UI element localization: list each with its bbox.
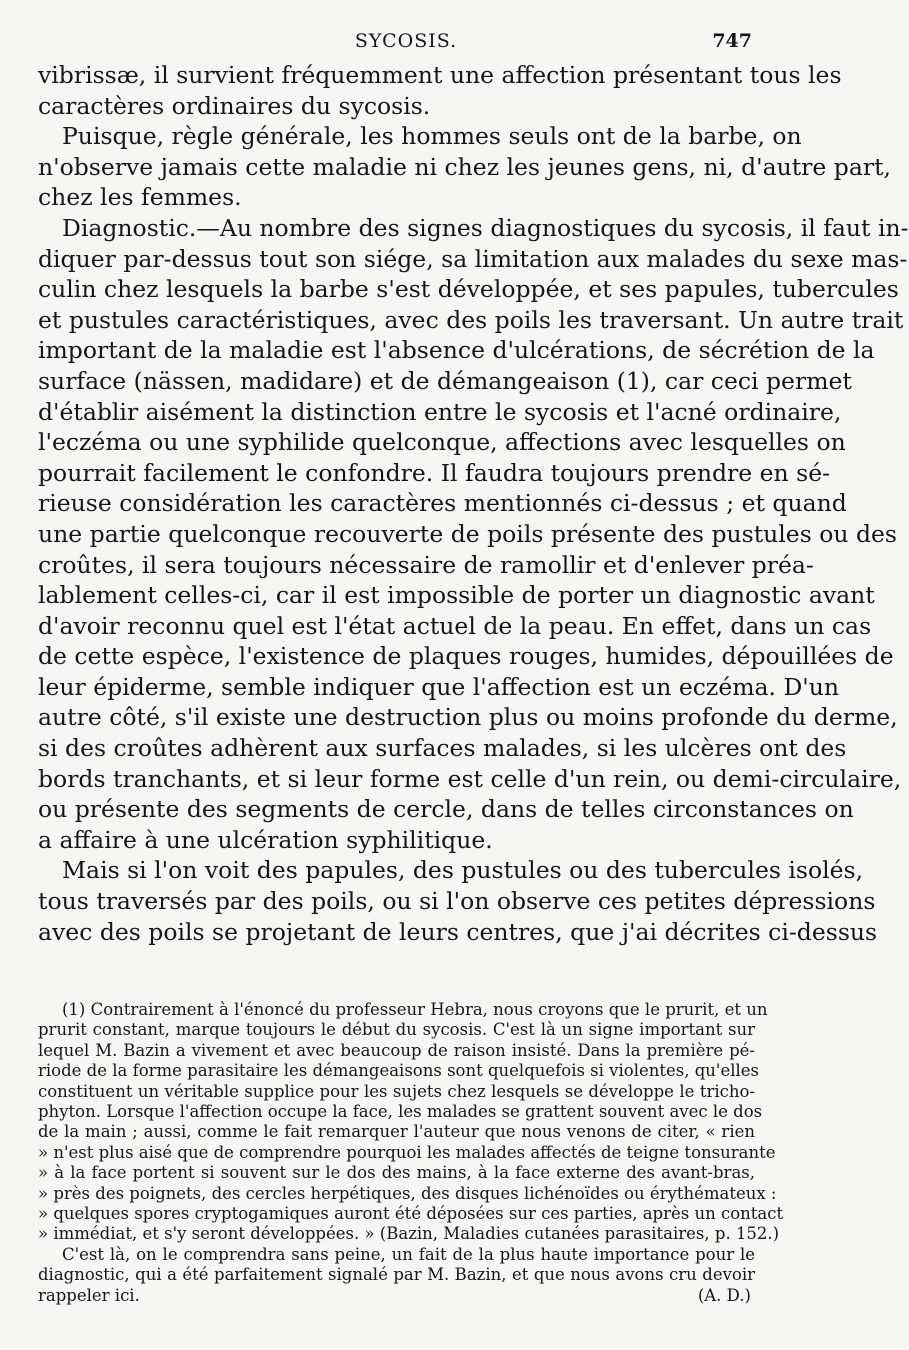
footnote-line: phyton. Lorsque l'affection occupe la face, les malades se grattent souvent avec le dos [38, 1102, 763, 1122]
text-line: bords tranchants, et si leur forme est celle d'un rein, ou demi-circulaire, [38, 764, 902, 793]
text-line: culin chez lesquels la barbe s'est développée, et ses papules, tubercules [38, 275, 899, 304]
text-line: chez les femmes. [38, 183, 242, 212]
text-line: l'eczéma ou une syphilide quelconque, affections avec lesquelles on [38, 428, 846, 457]
text-line: a affaire à une ulcération syphilitique. [38, 825, 493, 854]
text-line: et pustules caractéristiques, avec des poils les traversant. Un autre trait [38, 305, 904, 334]
text-line: pourrait facilement le confondre. Il faudra toujours prendre en sé- [38, 458, 831, 487]
footnote-line: » à la face portent si souvent sur le dos des mains, à la face externe des avant-bras, [38, 1163, 755, 1183]
text-line: d'établir aisément la distinction entre le sycosis et l'acné ordinaire, [38, 397, 842, 426]
text-line: Diagnostic.—Au nombre des signes diagnostiques du sycosis, il faut in- [62, 213, 909, 242]
footnote-line: prurit constant, marque toujours le début du sycosis. C'est là un signe important sur [38, 1020, 755, 1040]
footnote [38, 1000, 784, 1306]
text-line: d'avoir reconnu quel est l'état actuel de la peau. En effet, dans un cas [38, 611, 872, 640]
text-line: surface (nässen, madidare) et de démangeaison (1), car ceci permet [38, 366, 852, 395]
text-line: une partie quelconque recouverte de poils présente des pustules ou des [38, 519, 897, 548]
footnote-line: » près des poignets, des cercles herpétiques, des disques lichénoïdes ou érythémateux : [38, 1183, 777, 1203]
text-line: important de la maladie est l'absence d'ulcérations, de sécrétion de la [38, 336, 875, 365]
text-line: de cette espèce, l'existence de plaques rouges, humides, dépouillées de [38, 642, 894, 671]
text-line: vibrissæ, il survient fréquemment une affection présentant tous les [38, 61, 842, 89]
running-header [60, 30, 752, 58]
footnote-line: de la main ; aussi, comme le fait remarquer l'auteur que nous venons de citer, « rien [38, 1122, 755, 1142]
running-title: SYCOSIS. [354, 30, 458, 52]
page-number: 747 [712, 30, 752, 52]
text-line: avec des poils se projetant de leurs centres, que j'ai décrites ci-dessus [38, 917, 878, 946]
text-line: tous traversés par des poils, ou si l'on observe ces petites dépressions [38, 887, 876, 916]
text-line: croûtes, il sera toujours nécessaire de ramollir et d'enlever préa- [38, 550, 814, 579]
footnote-line: » quelques spores cryptogamiques auront été déposées sur ces parties, après un contact [38, 1204, 784, 1224]
footnote-line: riode de la forme parasitaire les démangeaisons sont quelquefois si violentes, qu'elles [38, 1061, 760, 1081]
footnote-line: diagnostic, qui a été parfaitement signalé par M. Bazin, et que nous avons cru devoir [38, 1265, 755, 1285]
text-line: Puisque, règle générale, les hommes seuls ont de la barbe, on [62, 122, 802, 151]
text-line: rieuse considération les caractères mentionnés ci-dessus ; et quand [38, 489, 847, 518]
footnote-line [38, 1286, 755, 1306]
text-line: Mais si l'on voit des papules, des pustules ou des tubercules isolés, [62, 856, 864, 885]
footnote-signature: (A. D.) [697, 1285, 751, 1305]
text-line: si des croûtes adhèrent aux surfaces malades, si les ulcères ont des [38, 734, 847, 763]
footnote-line: C'est là, on le comprendra sans peine, un fait de la plus haute importance pour le [62, 1244, 755, 1264]
footnote-line: (1) Contrairement à l'énoncé du professeur Hebra, nous croyons que le prurit, et un [62, 1000, 768, 1019]
footnote-line: » immédiat, et s'y seront développées. » (Bazin, Maladies cutanées parasitaires, p. 152.) [38, 1224, 780, 1244]
text-line: caractères ordinaires du sycosis. [38, 91, 431, 120]
footnote-last-text: rappeler ici. [38, 1285, 140, 1305]
footnote-line: lequel M. Bazin a vivement et avec beaucoup de raison insisté. Dans la première pé- [38, 1040, 755, 1060]
main-text [38, 60, 909, 947]
text-line: leur épiderme, semble indiquer que l'affection est un eczéma. D'un [38, 672, 840, 701]
text-line: lablement celles-ci, car il est impossible de porter un diagnostic avant [38, 581, 875, 610]
footnote-line: » n'est plus aisé que de comprendre pourquoi les malades affectés de teigne tonsurante [38, 1142, 776, 1162]
footnote-line: constituent un véritable supplice pour les sujets chez lesquels se développe le tricho- [38, 1081, 755, 1101]
text-line: n'observe jamais cette maladie ni chez les jeunes gens, ni, d'autre part, [38, 152, 891, 181]
text-line: autre côté, s'il existe une destruction plus ou moins profonde du derme, [38, 703, 898, 732]
text-line: diquer par-dessus tout son siége, sa limitation aux malades du sexe mas- [38, 244, 908, 273]
text-line: ou présente des segments de cercle, dans de telles circonstances on [38, 795, 854, 824]
